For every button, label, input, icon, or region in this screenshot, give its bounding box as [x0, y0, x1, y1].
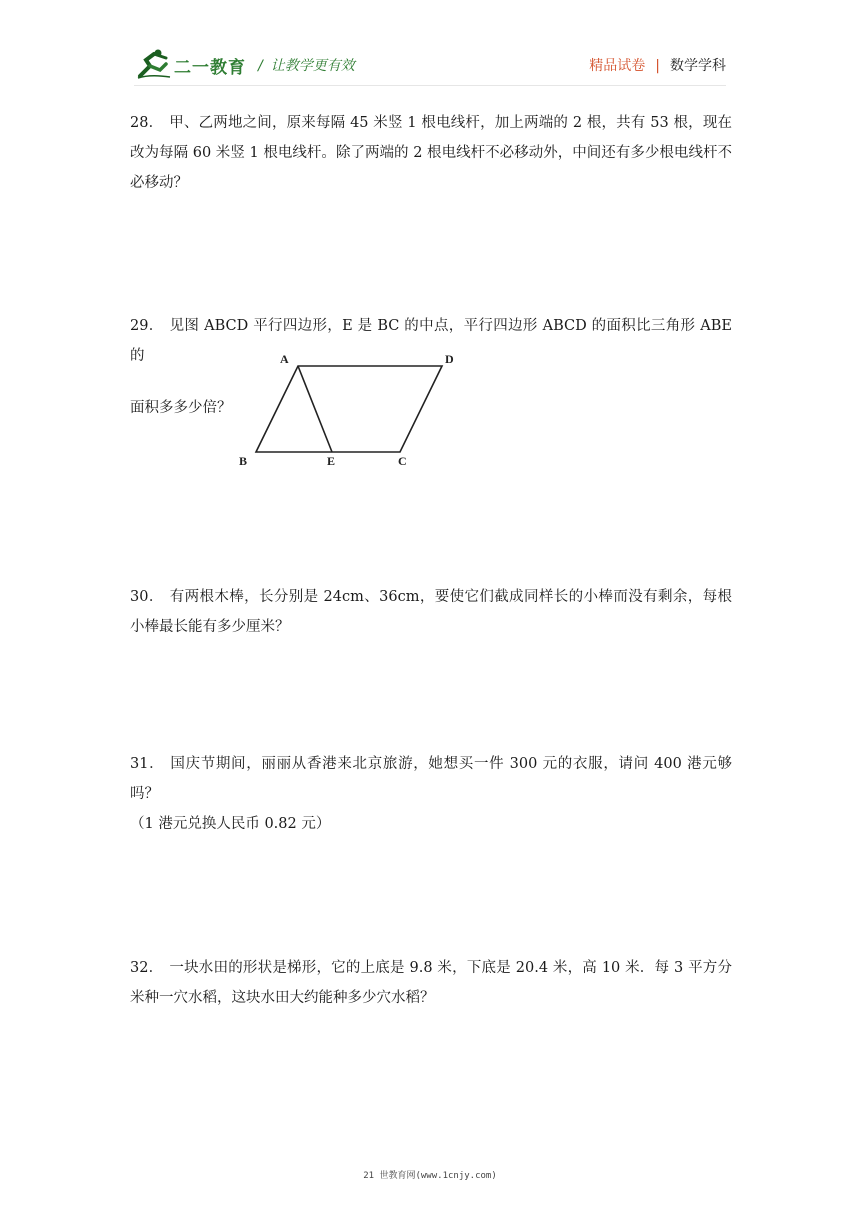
label-e: E: [327, 454, 336, 468]
label-d: D: [445, 352, 454, 366]
page-footer: 21 世教育网(www.1cnjy.com): [363, 1171, 497, 1181]
label-b: B: [239, 454, 248, 468]
brand-label: 精品试卷: [589, 58, 646, 74]
parallelogram-figure: [232, 348, 472, 472]
question-28: [130, 108, 732, 198]
question-text: 国庆节期间，丽丽从香港来北京旅游，她想买一件 300 元的衣服，请问 400 港元够吗？: [130, 756, 732, 802]
parallelogram-diagram: [232, 348, 472, 472]
page-header: [0, 0, 860, 90]
question-29-tail: 面积多多少倍？: [130, 400, 232, 416]
logo: [136, 48, 276, 82]
header-separator: |: [655, 58, 660, 74]
question-text: 甲、乙两地之间，原来每隔 45 米竖 1 根电线杆，加上两端的 2 根，共有 53 根，现在改为每隔 60 米竖 1 根电线杆。除了两端的 2 根电线杆不必移动外，中间还有多少根电线杆不必移动？: [130, 115, 732, 191]
slash-divider: /: [258, 58, 263, 74]
runner-logo-icon: [136, 48, 172, 80]
question-text: 有两根木棒，长分别是 24cm、36cm，要使它们截成同样长的小棒而没有剩余，每根小棒最长能有多少厘米？: [130, 589, 732, 635]
question-number: 32．: [130, 960, 164, 976]
question-32: [130, 953, 732, 1013]
question-number: 28．: [130, 115, 164, 131]
question-number: 31．: [130, 756, 165, 772]
label-c: C: [398, 454, 407, 468]
segment-ae: [298, 366, 332, 452]
subject-label: 数学学科: [670, 58, 726, 74]
question-text: 见图 ABCD 平行四边形，E 是 BC 的中点，平行四边形 ABCD 的面积比三角形 ABE 的: [130, 318, 733, 364]
label-a: A: [280, 352, 289, 366]
slogan-text: 让教学更有效: [270, 58, 355, 74]
question-31: [130, 749, 732, 839]
question-text: 一块水田的形状是梯形，它的上底是 9.8 米，下底是 20.4 米，高 10 米．每 3 平方分米种一穴水稻，这块水田大约能种多少穴水稻？: [130, 960, 732, 1006]
question-number: 29．: [130, 318, 164, 334]
parallelogram-abcd: [256, 366, 442, 452]
question-note: （1 港元兑换人民币 0.82 元）: [130, 816, 331, 832]
slogan: [258, 55, 355, 75]
question-number: 30．: [130, 589, 164, 605]
header-right: [589, 55, 726, 75]
header-divider: [134, 85, 726, 86]
question-30: [130, 582, 732, 642]
logo-text: 二一教育: [174, 58, 246, 78]
